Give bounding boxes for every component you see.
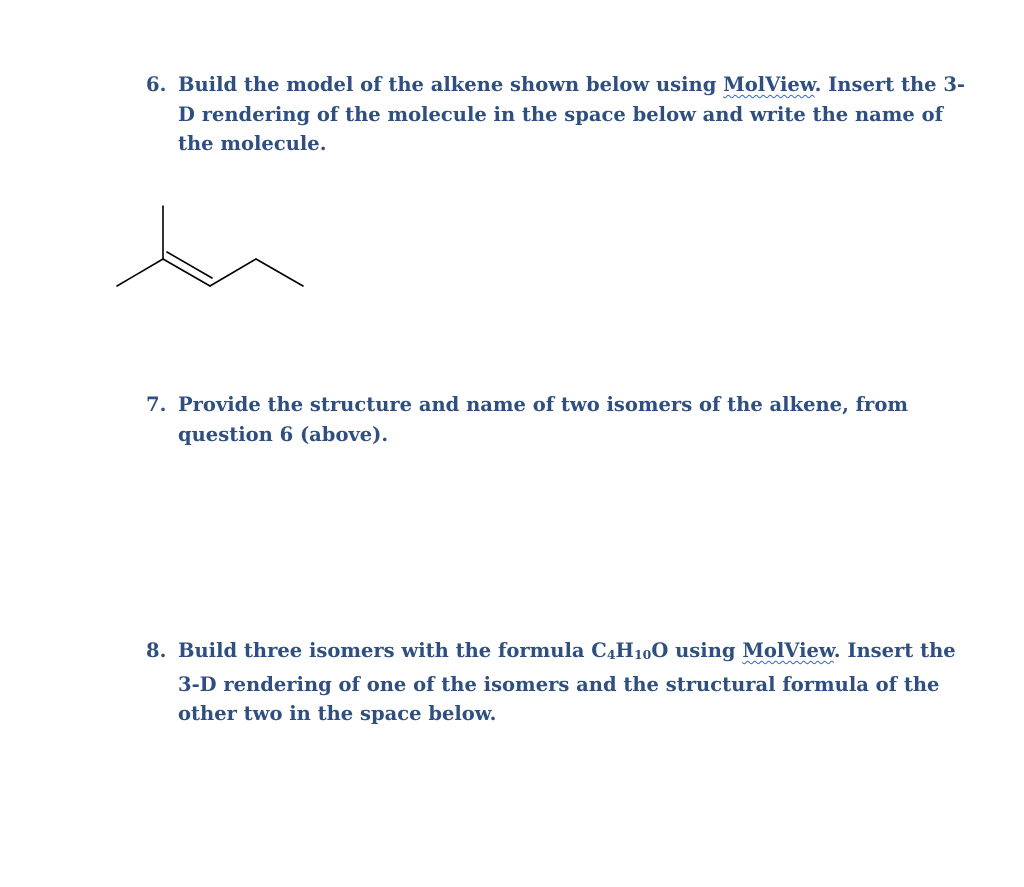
formula-part: H xyxy=(615,639,634,662)
question-text: Provide the structure and name of two isomers of the alkene, from question 6 (above). xyxy=(178,393,908,446)
spellcheck-word: MolView xyxy=(742,639,834,662)
formula-subscript: 10 xyxy=(633,647,652,662)
question-number: 8. xyxy=(146,639,167,662)
bond-chain-end xyxy=(256,259,303,286)
question-text-part: O using xyxy=(651,639,743,662)
alkene-skeletal-structure xyxy=(110,200,310,295)
question-number: 6. xyxy=(146,73,167,96)
question-text-part: . Insert the 3-D rendering of the molecule in the space below and write the name of the molecule. xyxy=(178,73,965,155)
bond-chain xyxy=(210,259,256,286)
question-text-part: Build three isomers with the formula C xyxy=(178,639,607,662)
question-8 xyxy=(146,636,966,729)
question-7 xyxy=(146,390,966,449)
question-text-part: . Insert the 3-D rendering of one of the isomers and the structural formula of the other two in the space below. xyxy=(178,639,956,725)
question-text xyxy=(178,636,966,729)
question-number: 7. xyxy=(146,393,167,416)
bond-methyl-left xyxy=(117,259,163,286)
formula-subscript: 4 xyxy=(606,647,616,662)
question-text-part: Build the model of the alkene shown below using xyxy=(178,73,724,96)
question-text xyxy=(178,70,966,159)
spellcheck-word: MolView xyxy=(723,73,815,96)
question-6 xyxy=(146,70,966,159)
